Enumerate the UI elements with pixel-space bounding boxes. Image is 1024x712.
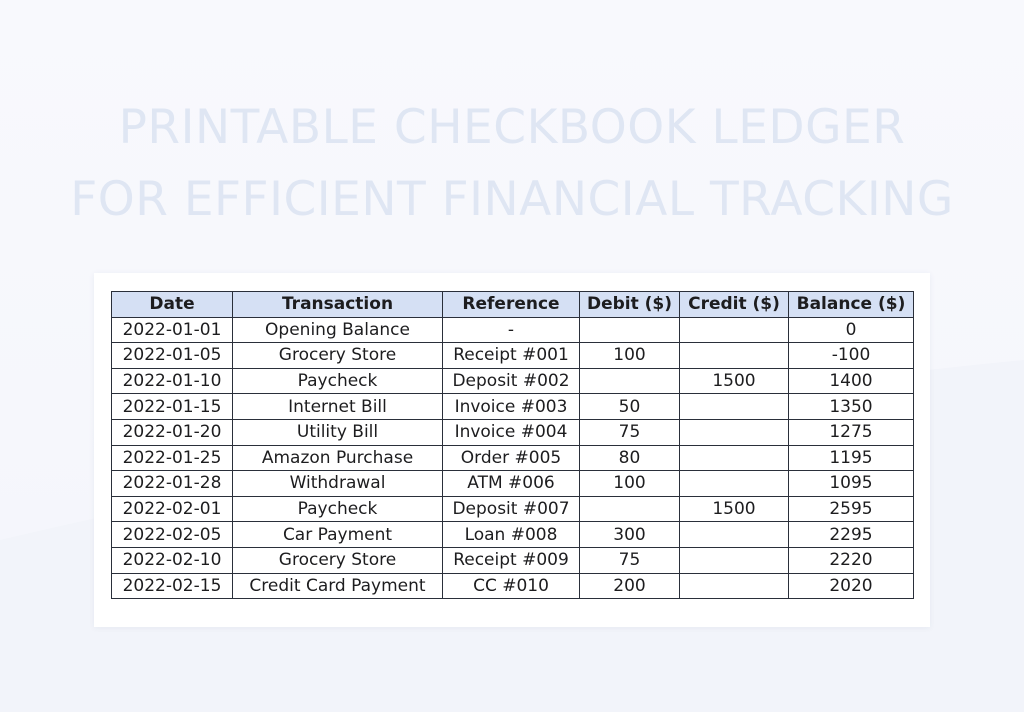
balance-cell: 1400 bbox=[789, 368, 914, 394]
column-header-reference: Reference bbox=[443, 292, 580, 318]
table-row bbox=[112, 445, 914, 471]
debit-cell: 100 bbox=[580, 471, 680, 497]
transaction-cell: Grocery Store bbox=[233, 547, 443, 573]
date-cell: 2022-01-10 bbox=[112, 368, 233, 394]
debit-cell bbox=[580, 368, 680, 394]
column-header-credit: Credit ($) bbox=[680, 292, 789, 318]
credit-cell bbox=[680, 547, 789, 573]
transaction-cell: Amazon Purchase bbox=[233, 445, 443, 471]
table-row bbox=[112, 471, 914, 497]
credit-cell bbox=[680, 445, 789, 471]
ledger-card bbox=[94, 273, 930, 627]
transaction-cell: Withdrawal bbox=[233, 471, 443, 497]
credit-cell bbox=[680, 317, 789, 343]
column-header-balance: Balance ($) bbox=[789, 292, 914, 318]
table-row bbox=[112, 522, 914, 548]
checkbook-ledger-table bbox=[111, 291, 914, 599]
column-header-transaction: Transaction bbox=[233, 292, 443, 318]
debit-cell: 75 bbox=[580, 547, 680, 573]
reference-cell: Invoice #003 bbox=[443, 394, 580, 420]
transaction-cell: Internet Bill bbox=[233, 394, 443, 420]
transaction-cell: Paycheck bbox=[233, 496, 443, 522]
date-cell: 2022-02-05 bbox=[112, 522, 233, 548]
table-row bbox=[112, 573, 914, 599]
table-row bbox=[112, 419, 914, 445]
column-header-date: Date bbox=[112, 292, 233, 318]
table-row bbox=[112, 343, 914, 369]
page-title-line-1: PRINTABLE CHECKBOOK LEDGER bbox=[118, 100, 906, 155]
reference-cell: Order #005 bbox=[443, 445, 580, 471]
balance-cell: 2595 bbox=[789, 496, 914, 522]
credit-cell bbox=[680, 471, 789, 497]
date-cell: 2022-02-10 bbox=[112, 547, 233, 573]
date-cell: 2022-01-28 bbox=[112, 471, 233, 497]
ledger-body bbox=[112, 317, 914, 599]
balance-cell: -100 bbox=[789, 343, 914, 369]
date-cell: 2022-01-20 bbox=[112, 419, 233, 445]
debit-cell: 300 bbox=[580, 522, 680, 548]
date-cell: 2022-01-05 bbox=[112, 343, 233, 369]
date-cell: 2022-01-01 bbox=[112, 317, 233, 343]
table-row bbox=[112, 317, 914, 343]
table-row bbox=[112, 547, 914, 573]
date-cell: 2022-01-25 bbox=[112, 445, 233, 471]
reference-cell: Receipt #001 bbox=[443, 343, 580, 369]
transaction-cell: Credit Card Payment bbox=[233, 573, 443, 599]
debit-cell: 200 bbox=[580, 573, 680, 599]
credit-cell bbox=[680, 522, 789, 548]
reference-cell: Loan #008 bbox=[443, 522, 580, 548]
debit-cell bbox=[580, 496, 680, 522]
debit-cell: 100 bbox=[580, 343, 680, 369]
balance-cell: 0 bbox=[789, 317, 914, 343]
table-header-row bbox=[112, 292, 914, 318]
debit-cell bbox=[580, 317, 680, 343]
credit-cell bbox=[680, 419, 789, 445]
reference-cell: Deposit #002 bbox=[443, 368, 580, 394]
debit-cell: 50 bbox=[580, 394, 680, 420]
balance-cell: 1350 bbox=[789, 394, 914, 420]
balance-cell: 2295 bbox=[789, 522, 914, 548]
credit-cell bbox=[680, 573, 789, 599]
transaction-cell: Utility Bill bbox=[233, 419, 443, 445]
reference-cell: - bbox=[443, 317, 580, 343]
balance-cell: 1195 bbox=[789, 445, 914, 471]
column-header-debit: Debit ($) bbox=[580, 292, 680, 318]
credit-cell: 1500 bbox=[680, 496, 789, 522]
transaction-cell: Paycheck bbox=[233, 368, 443, 394]
table-row bbox=[112, 394, 914, 420]
debit-cell: 75 bbox=[580, 419, 680, 445]
reference-cell: Deposit #007 bbox=[443, 496, 580, 522]
reference-cell: Receipt #009 bbox=[443, 547, 580, 573]
page-title-line-2: FOR EFFICIENT FINANCIAL TRACKING bbox=[70, 172, 954, 227]
balance-cell: 2020 bbox=[789, 573, 914, 599]
date-cell: 2022-02-15 bbox=[112, 573, 233, 599]
credit-cell bbox=[680, 394, 789, 420]
transaction-cell: Opening Balance bbox=[233, 317, 443, 343]
date-cell: 2022-01-15 bbox=[112, 394, 233, 420]
balance-cell: 1275 bbox=[789, 419, 914, 445]
reference-cell: Invoice #004 bbox=[443, 419, 580, 445]
credit-cell: 1500 bbox=[680, 368, 789, 394]
date-cell: 2022-02-01 bbox=[112, 496, 233, 522]
reference-cell: CC #010 bbox=[443, 573, 580, 599]
balance-cell: 1095 bbox=[789, 471, 914, 497]
table-row bbox=[112, 368, 914, 394]
reference-cell: ATM #006 bbox=[443, 471, 580, 497]
transaction-cell: Grocery Store bbox=[233, 343, 443, 369]
transaction-cell: Car Payment bbox=[233, 522, 443, 548]
table-row bbox=[112, 496, 914, 522]
credit-cell bbox=[680, 343, 789, 369]
balance-cell: 2220 bbox=[789, 547, 914, 573]
debit-cell: 80 bbox=[580, 445, 680, 471]
